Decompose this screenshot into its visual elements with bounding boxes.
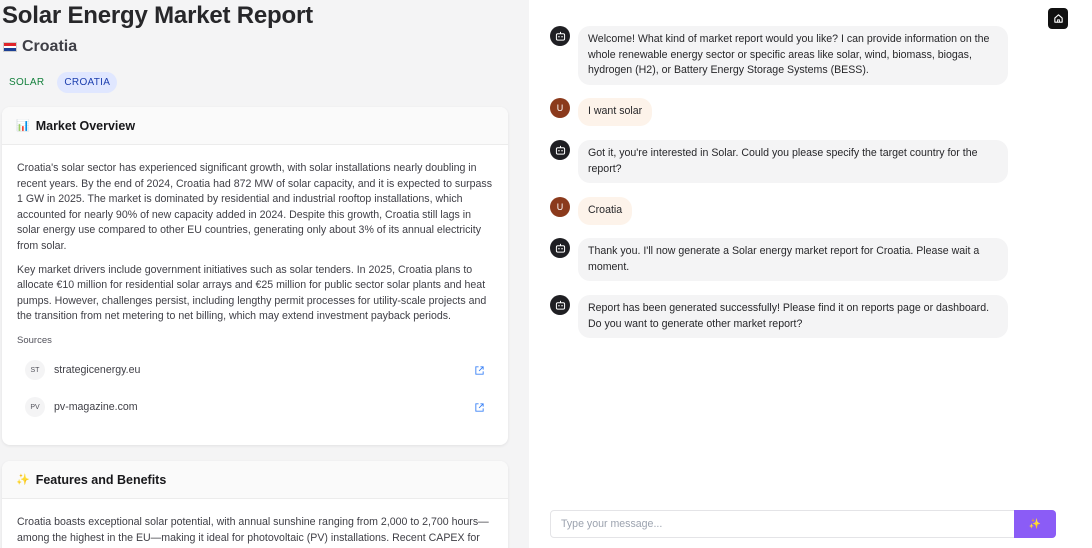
bot-message bbox=[550, 26, 1008, 85]
source-link[interactable] bbox=[17, 354, 493, 387]
features-header bbox=[2, 461, 508, 499]
overview-paragraph: Croatia's solar sector has experienced significant growth, with solar installations nearly doubling in recent years. By the end of 2024, Croatia had 872 MW of solar capacity, and it is expected to surpass 1 GW in 2025. The market is dominated by residential and industrial rooftop installations, which accounted for nearly 90% of new capacity added in 2024. Despite this growth, Croatia still lags in solar energy use compared to other EU countries, generating only about 3% of its annual electricity from solar. bbox=[17, 162, 493, 252]
croatia-flag-icon bbox=[3, 42, 17, 52]
robot-icon bbox=[555, 243, 566, 253]
bot-message bbox=[550, 295, 1008, 338]
bot-avatar bbox=[550, 140, 570, 160]
market-overview-card bbox=[2, 107, 508, 445]
sparkles-icon: ✨ bbox=[1028, 518, 1042, 530]
source-badge: PV bbox=[25, 397, 45, 417]
user-avatar: U bbox=[550, 98, 570, 118]
bot-avatar bbox=[550, 26, 570, 46]
source-name: pv-magazine.com bbox=[54, 401, 138, 414]
user-avatar: U bbox=[550, 197, 570, 217]
tag-list bbox=[2, 72, 117, 93]
features-title: Features and Benefits bbox=[35, 472, 167, 487]
message-text: Croatia bbox=[578, 197, 632, 225]
user-message bbox=[550, 197, 632, 225]
market-overview-header bbox=[2, 107, 508, 145]
tag-solar: SOLAR bbox=[2, 72, 51, 93]
message-text: Report has been generated successfully! Please find it on reports page or dashboard. Do you want to generate other market report? bbox=[578, 295, 1008, 338]
bot-message bbox=[550, 238, 1008, 281]
source-name: strategicenergy.eu bbox=[54, 364, 141, 377]
home-button[interactable] bbox=[1048, 8, 1068, 29]
message-text: Thank you. I'll now generate a Solar energy market report for Croatia. Please wait a moment. bbox=[578, 238, 1008, 281]
external-link-icon[interactable] bbox=[474, 365, 485, 376]
bar-chart-icon: 📊 bbox=[16, 120, 30, 132]
message-input[interactable] bbox=[551, 511, 1014, 537]
sparkles-icon: ✨ bbox=[16, 474, 30, 486]
tag-country: CROATIA bbox=[57, 72, 117, 93]
message-composer bbox=[550, 510, 1056, 538]
robot-icon bbox=[555, 300, 566, 310]
features-card bbox=[2, 461, 508, 548]
message-text: I want solar bbox=[578, 98, 652, 126]
message-text: Welcome! What kind of market report would you like? I can provide information on the whole renewable energy sector or specific areas like solar, wind, biomass, biogas, hydrogen (H2), or Battery Energy Storage Systems (BESS). bbox=[578, 26, 1008, 85]
report-panel bbox=[0, 0, 529, 548]
chat-panel bbox=[529, 0, 1092, 548]
robot-icon bbox=[555, 145, 566, 155]
message-text: Got it, you're interested in Solar. Could you please specify the target country for the report? bbox=[578, 140, 1008, 183]
country-name: Croatia bbox=[22, 38, 78, 55]
home-icon bbox=[1053, 13, 1064, 24]
bot-message bbox=[550, 140, 1008, 183]
bot-avatar bbox=[550, 295, 570, 315]
features-paragraph: Croatia boasts exceptional solar potential, with annual sunshine ranging from 2,000 to 2,700 hours—among the highest in the EU—making it ideal for photovoltaic (PV) installations. Recent CAPEX for bbox=[17, 516, 489, 544]
send-button[interactable] bbox=[1014, 510, 1056, 538]
market-overview-title: Market Overview bbox=[35, 118, 136, 133]
page-title: Solar Energy Market Report bbox=[2, 2, 313, 29]
overview-paragraph: Key market drivers include government initiatives such as solar tenders. In 2025, Croatia plans to allocate €10 million for residential solar arrays and €25 million for public sector solar plants and heat pumps. However, challenges persist, including lengthy permit processes for utility-scale projects and the transition from net metering to net billing, which may extend investment payback periods. bbox=[17, 263, 487, 323]
bot-avatar bbox=[550, 238, 570, 258]
user-message bbox=[550, 98, 652, 126]
source-badge: ST bbox=[25, 360, 45, 380]
sources-label: Sources bbox=[17, 334, 52, 346]
robot-icon bbox=[555, 31, 566, 41]
external-link-icon[interactable] bbox=[474, 402, 485, 413]
source-link[interactable] bbox=[17, 391, 493, 424]
country-heading bbox=[3, 38, 77, 56]
